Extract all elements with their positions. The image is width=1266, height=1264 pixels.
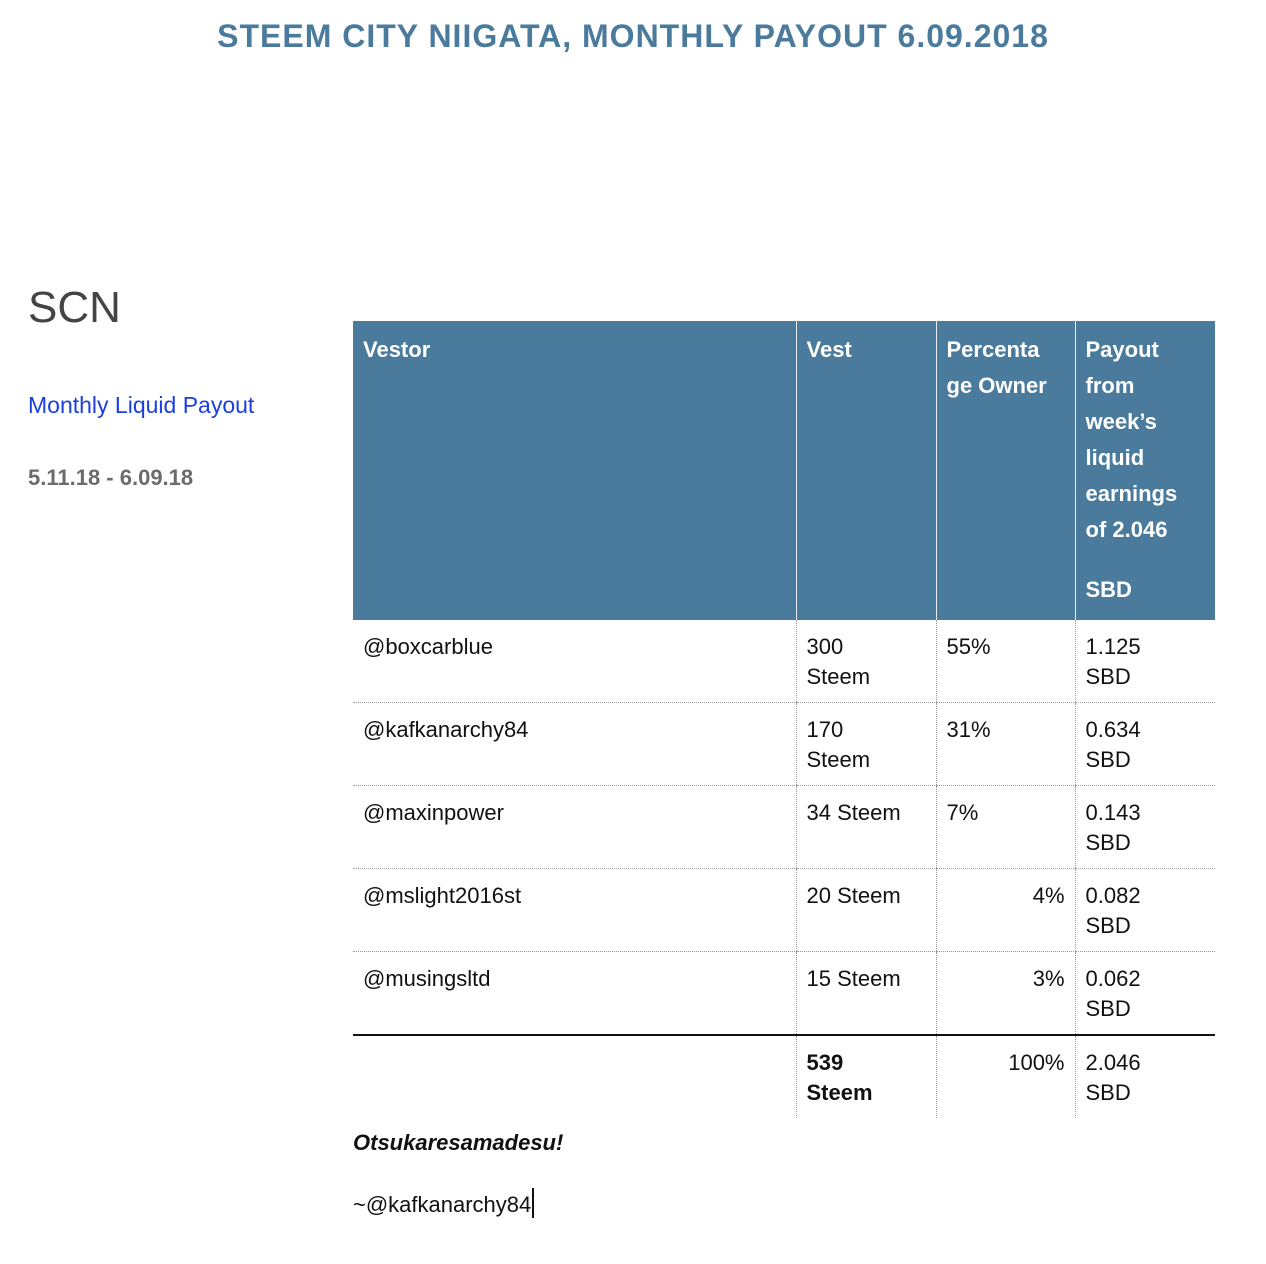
cell-vestor: @maxinpower xyxy=(353,786,796,869)
cell-vest-amount: 300 xyxy=(806,634,844,659)
header-payout-line: earnings xyxy=(1085,481,1178,506)
header-percentage-line: Percenta xyxy=(946,337,1040,362)
header-percentage xyxy=(936,321,1075,620)
signature-line[interactable] xyxy=(353,1188,534,1218)
cell-percentage: 4% xyxy=(936,869,1075,952)
cell-vest-amount: 170 xyxy=(806,717,844,742)
sidebar-heading: SCN xyxy=(28,283,121,332)
header-percentage-line: ge Owner xyxy=(946,373,1047,398)
cell-vest: 20 Steem xyxy=(796,869,936,952)
cell-total-vest-amount: 539 xyxy=(806,1050,844,1075)
cell-vest-unit: Steem xyxy=(806,664,871,689)
cell-payout-unit: SBD xyxy=(1085,913,1131,938)
cell-payout xyxy=(1075,952,1215,1036)
cell-vestor: @boxcarblue xyxy=(353,620,796,703)
sidebar-date-range: 5.11.18 - 6.09.18 xyxy=(28,465,194,490)
payout-table xyxy=(353,321,1215,1118)
cell-payout-amount: 0.143 xyxy=(1085,800,1141,825)
header-vest xyxy=(796,321,936,620)
table-row xyxy=(353,869,1215,952)
table-row xyxy=(353,703,1215,786)
document-title: STEEM CITY NIIGATA, MONTHLY PAYOUT 6.09.2018 xyxy=(217,18,1049,54)
table-row xyxy=(353,786,1215,869)
cell-total-percentage: 100% xyxy=(936,1035,1075,1118)
cell-payout-unit: SBD xyxy=(1085,830,1131,855)
cell-payout xyxy=(1075,869,1215,952)
header-payout-line: from xyxy=(1085,373,1135,398)
sidebar-subtitle: Monthly Liquid Payout xyxy=(28,392,255,418)
cell-payout-amount: 0.082 xyxy=(1085,883,1141,908)
header-payout-spacer xyxy=(1086,548,1206,572)
cell-vest: 15 Steem xyxy=(796,952,936,1036)
cell-payout xyxy=(1075,786,1215,869)
cell-vestor: @kafkanarchy84 xyxy=(353,703,796,786)
cell-payout-unit: SBD xyxy=(1085,996,1131,1021)
cell-payout xyxy=(1075,703,1215,786)
table-header-row xyxy=(353,321,1215,620)
cell-percentage: 55% xyxy=(936,620,1075,703)
cell-payout-amount: 1.125 xyxy=(1085,634,1141,659)
header-vestor xyxy=(353,321,796,620)
cell-total-vest xyxy=(796,1035,936,1118)
cell-vest-unit: Steem xyxy=(806,747,871,772)
cell-payout-amount: 0.634 xyxy=(1085,717,1141,742)
cell-total-payout-unit: SBD xyxy=(1085,1080,1131,1105)
cell-total-vestor xyxy=(353,1035,796,1118)
cell-percentage: 31% xyxy=(936,703,1075,786)
header-payout-line: SBD xyxy=(1085,577,1132,602)
header-payout-line: of 2.046 xyxy=(1085,517,1168,542)
cell-payout-unit: SBD xyxy=(1085,664,1131,689)
cell-vest xyxy=(796,620,936,703)
header-payout xyxy=(1075,321,1215,620)
header-payout-line: Payout xyxy=(1085,337,1159,362)
cell-vestor: @musingsltd xyxy=(353,952,796,1036)
cell-total-payout-amount: 2.046 xyxy=(1085,1050,1141,1075)
cell-payout-amount: 0.062 xyxy=(1085,966,1141,991)
header-vest-label: Vest xyxy=(806,337,852,362)
cell-vest xyxy=(796,703,936,786)
cell-payout xyxy=(1075,620,1215,703)
table-row xyxy=(353,952,1215,1036)
header-payout-line: week’s xyxy=(1085,409,1157,434)
table-row xyxy=(353,620,1215,703)
closing-text: Otsukaresamadesu! xyxy=(353,1130,564,1155)
cell-percentage: 3% xyxy=(936,952,1075,1036)
signature-text: ~@kafkanarchy84 xyxy=(353,1192,532,1217)
cell-vest: 34 Steem xyxy=(796,786,936,869)
table-total-row xyxy=(353,1035,1215,1118)
cell-vestor: @mslight2016st xyxy=(353,869,796,952)
header-payout-line: liquid xyxy=(1085,445,1145,470)
text-cursor xyxy=(532,1188,534,1218)
cell-payout-unit: SBD xyxy=(1085,747,1131,772)
header-vestor-label: Vestor xyxy=(363,337,431,362)
cell-total-payout xyxy=(1075,1035,1215,1118)
cell-total-vest-unit: Steem xyxy=(806,1080,873,1105)
cell-percentage: 7% xyxy=(936,786,1075,869)
